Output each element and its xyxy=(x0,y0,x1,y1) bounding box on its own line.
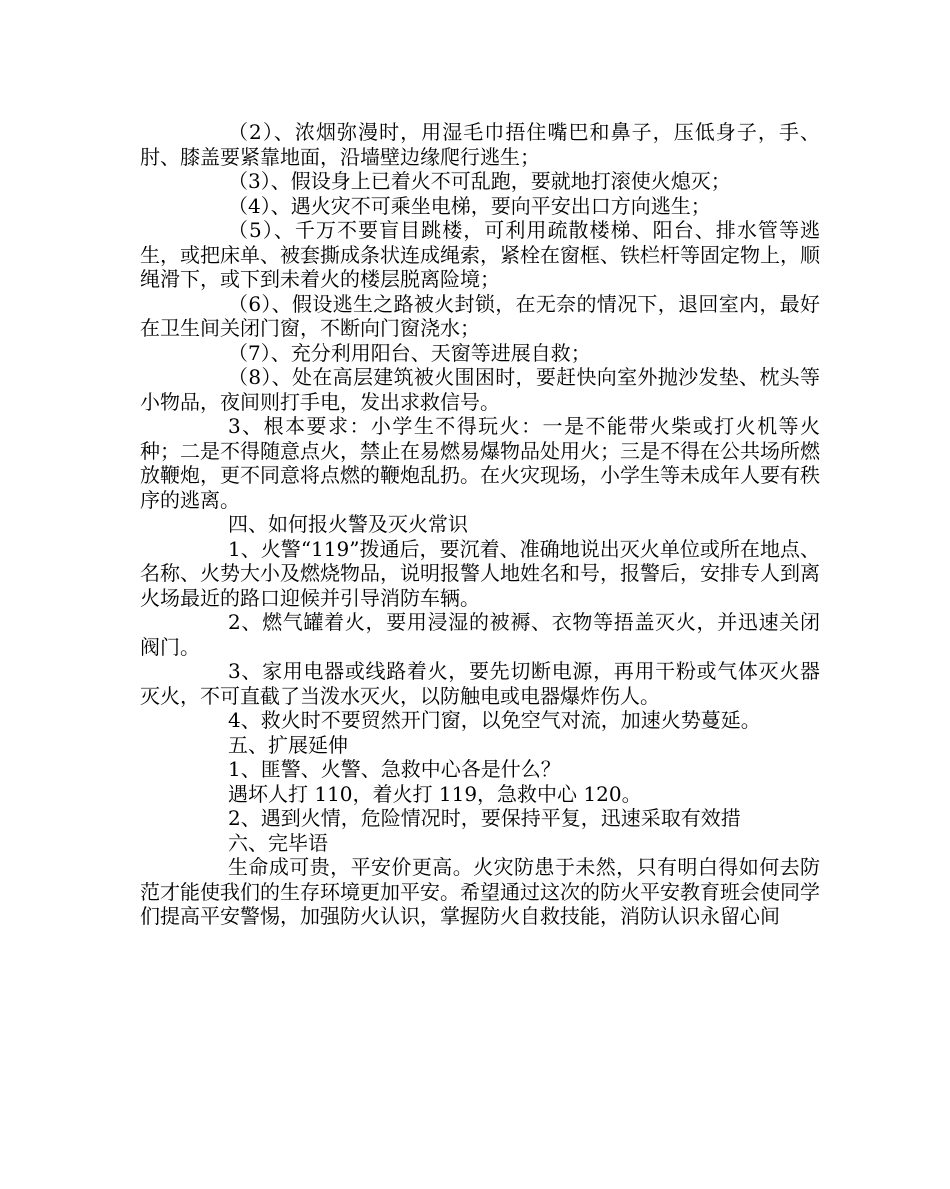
paragraph-emergency-question: 1、匪警、火警、急救中心各是什么？ xyxy=(228,757,561,781)
paragraph-call-119: 1、火警“119”拨通后，要沉着、准确地说出灭火单位或所在地点、名称、火势大小及燃烧物品，说明报警人地姓名和号，报警后，安排专人到离火场最近的路口迎候并引导消防车辆。 xyxy=(140,536,820,610)
document-body xyxy=(140,120,820,929)
paragraph-escape-clothes-fire: （3）、假设身上已着火不可乱跑，要就地打滚使火熄灭； xyxy=(228,169,731,193)
paragraph-escape-no-jump: （5）、千万不要盲目跳楼，可利用疏散楼梯、阳台、排水管等逃生，或把床单、被套撕成条状连成绳索，紧栓在窗框、铁栏杆等固定物上，顺绳滑下，或下到未着火的楼层脱离险境； xyxy=(140,218,820,291)
paragraph-escape-balcony: （7）、充分利用阳台、天窗等进展自救； xyxy=(228,340,591,365)
paragraph-escape-elevator: （4）、遇火灾不可乘坐电梯，要向平安出口方向逃生； xyxy=(228,193,711,218)
section-heading-closing: 六、完毕语 xyxy=(228,830,328,855)
section-heading-extension: 五、扩展延伸 xyxy=(228,732,348,757)
paragraph-stay-calm: 2、遇到火情，危险情况时，要保持平复，迅速采取有效措 xyxy=(228,806,741,830)
paragraph-electrical-fire: 3、家用电器或线路着火，要先切断电源，再用干粉或气体灭火器灭火，不可直截了当泼水灭火，以防触电或电器爆炸伤人。 xyxy=(140,659,820,708)
section-heading-fire-alarm: 四、如何报火警及灭火常识 xyxy=(228,512,468,536)
paragraph-doors-windows: 4、救火时不要贸然开门窗，以免空气对流，加速火势蔓延。 xyxy=(228,708,761,732)
paragraph-closing-remarks: 生命成可贵，平安价更高。火灾防患于未然，只有明白得如何去防范才能使我们的生存环境更加平安。希望通过这次的防火平安教育班会使同学们提高平安警惕，加强防火认识，掌握防火自救技能，消防认识永留心间 xyxy=(140,855,820,928)
paragraph-gas-tank-fire: 2、燃气罐着火，要用浸湿的被褥、衣物等捂盖灭火，并迅速关闭阀门。 xyxy=(140,610,820,659)
paragraph-escape-high-rise: （8）、处在高层建筑被火围困时，要赶快向室外抛沙发垫、枕头等小物品，夜间则打手电，发出求救信号。 xyxy=(140,365,820,414)
paragraph-basic-requirements: 3、根本要求：小学生不得玩火：一是不能带火柴或打火机等火种；二是不得随意点火，禁止在易燃易爆物品处用火；三是不得在公共场所燃放鞭炮，更不同意将点燃的鞭炮乱扔。在火灾现场，小学生等未成年人要有秩序的逃离。 xyxy=(140,414,820,512)
paragraph-escape-smoke: （2）、浓烟弥漫时，用湿毛巾捂住嘴巴和鼻子，压低身子，手、肘、膝盖要紧靠地面，沿墙壁边缘爬行逃生； xyxy=(140,120,820,169)
paragraph-emergency-numbers: 遇坏人打 110，着火打 119，急救中心 120。 xyxy=(228,781,642,806)
paragraph-escape-blocked: （6）、假设逃生之路被火封锁，在无奈的情况下，退回室内，最好在卫生间关闭门窗，不断向门窗浇水； xyxy=(140,291,820,340)
